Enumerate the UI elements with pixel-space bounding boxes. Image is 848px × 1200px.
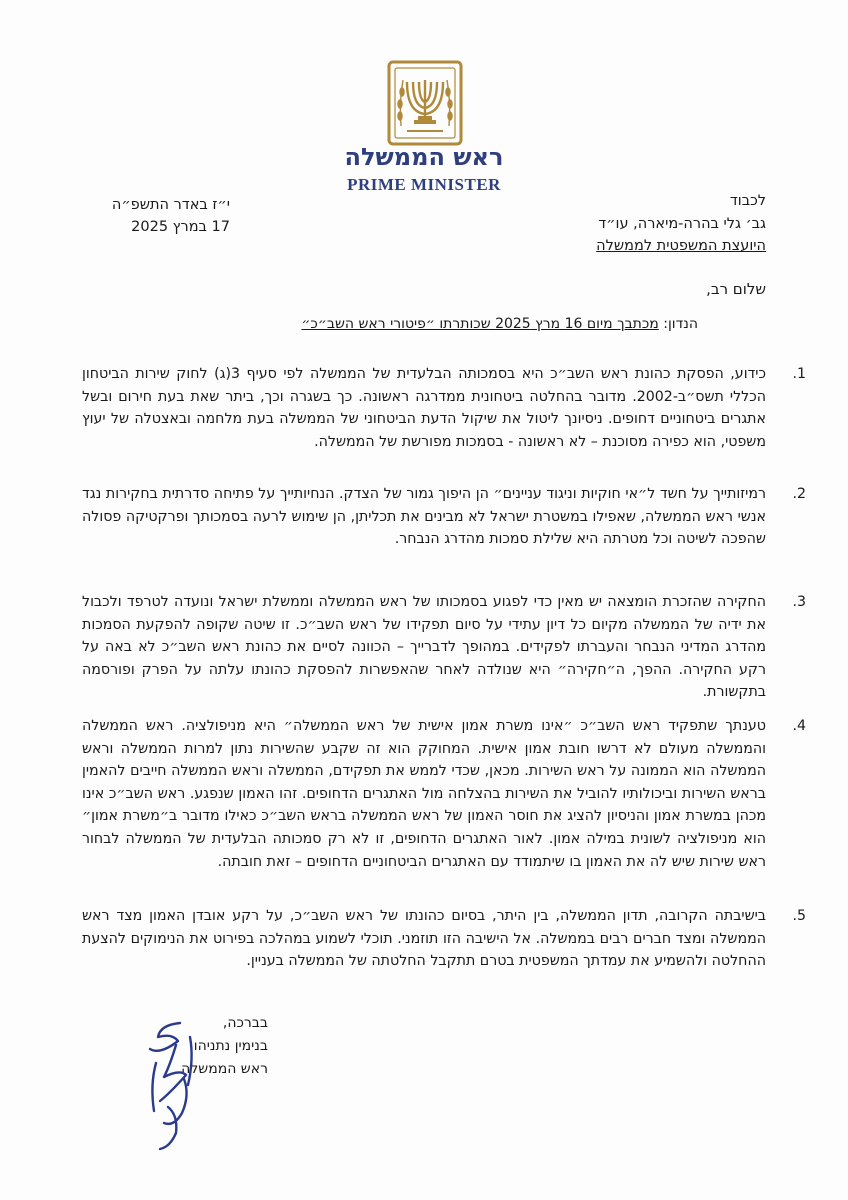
subject-line: [78, 316, 698, 332]
paragraph-number: 1.: [792, 366, 806, 382]
paragraph-text: טענתך שתפקיד ראש השב״כ ״אינו משרת אמון אישית של ראש הממשלה״ היא מניפולציה. ראש הממשלה והממשלה מעולם לא דרשו חובת אמון אישית. המחוקק הוא זה שקבע שהשירות נתון למרות הממשלה וראש הממשלה הוא הממונה על ראש השירות. מכאן, שכדי לממש את תפקידם, הממשלה וראש הממשלה חייבים להאמין בראש השירות וביכולותיו להוביל את השירות בהצלחה מול האתגרים הדחופים. זהו האמון שנפגע. ראש השב״כ אינו מכהן במשרת אמון והניסיון להציג את חוסר האמון של ראש הממשלה בראש השב״כ כאילו מדובר ב״משרת אמון״ הוא מניפולציה לשונית במילה אמון. לאור האתגרים הדחופים, זו לא רק סמכותה הבלעדית של הממשלה לבחור ראש שירות שיש לה את האמון בו שיתמודד עם האתגרים הביטחוניים הדחופים – זאת חובתה.: [82, 718, 766, 870]
handwritten-signature: [120, 1015, 220, 1155]
signatory-title: ראש הממשלה: [181, 1061, 268, 1077]
recipient-name: גב׳ גלי בהרה-מיארה, עו״ד: [598, 216, 766, 232]
recipient-salutation: לכבוד: [729, 193, 766, 209]
paragraph-5: [82, 905, 806, 973]
subject-text: מכתבך מיום 16 מרץ 2025 שכותרתו ״פיטורי ראש השב״כ״: [301, 316, 659, 332]
paragraph-text: החקירה שהזכרת הומצאה יש מאין כדי לפגוע בסמכותו של ראש הממשלה וממשלת ישראל ונועדה לטרפד ולכבול את ידיה של הממשלה מקיום כל דיון עתידי על סיום תפקידו של ראש השב״כ. זו שיטה שקופה להפקעת הסמכות מהדרג המדיני הנבחר והעברתו לפקידים. במהופך לדברייך – הכוונה לסיים את כהונת ראש השב״כ לא באה על רקע החקירה. ההפך, ה״חקירה״ היא שנולדה לאחר שהאפשרות להפסקת כהונתו עלתה על הפרק ופורסמה בתקשורת.: [82, 594, 766, 701]
paragraph-number: 5.: [792, 908, 806, 924]
gregorian-date: 17 במרץ 2025: [131, 219, 230, 235]
paragraph-2: [82, 483, 806, 551]
paragraph-4: [82, 715, 806, 873]
paragraph-text: בישיבתה הקרובה, תדון הממשלה, בין היתר, בסיום כהונתו של ראש השב״כ, על רקע אובדן האמון מצד ראש הממשלה ומצד חברים רבים בממשלה. אל הישיבה הזו תוזמני. תוכלי לשמוע במהלכה בפירוט את הנימוקים להצעת ההחלטה ולהשמיע את עמדתך המשפטית בטרם תתקבל החלטתה של הממשלה בעניין.: [82, 908, 766, 970]
closing-blessing: בברכה,: [222, 1015, 268, 1031]
subject-label: הנדון:: [663, 316, 698, 332]
state-emblem-menorah-icon: [387, 60, 463, 146]
paragraph-1: [82, 363, 806, 453]
paragraph-number: 3.: [792, 594, 806, 610]
office-title-english: PRIME MINISTER: [347, 175, 501, 194]
signatory-name: בנימין נתניהו: [193, 1038, 268, 1054]
recipient-title: היועצת המשפטית לממשלה: [596, 238, 766, 254]
hebrew-date: י״ז באדר התשפ״ה: [111, 197, 230, 213]
greeting: שלום רב,: [706, 280, 766, 298]
office-title-hebrew: ראש הממשלה: [344, 143, 504, 171]
paragraph-number: 4.: [792, 718, 806, 734]
paragraph-3: [82, 591, 806, 704]
paragraph-text: רמיזותייך על חשד ל״אי חוקיות וניגוד עניינים״ הן היפוך גמור של הצדק. הנחיותייך על פתיחה סדרתית בחקירות נגד אנשי ראש הממשלה, שאפילו במשטרת ישראל לא מבינים את תכליתן, הן שימוש לרעה בסמכותך ופרקטיקה פסולה שהפכה לשיטה וכל מטרתה היא שלילת סמכות מהדרג הנבחר.: [82, 486, 766, 548]
paragraph-number: 2.: [792, 486, 806, 502]
paragraph-text: כידוע, הפסקת כהונת ראש השב״כ היא בסמכותה הבלעדית של הממשלה לפי סעיף 3(ג) לחוק שירות הביטחון הכללי תשס״ב-2002. מדובר בהחלטה ביטחונית ממדרגה ראשונה. כך בשגרה וכך, ביתר שאת בעת חירום ובשל אתגרים ביטחוניים דחופים. ניסיונך ליטול את שיקול הדעת הביטחוני של הממשלה בעת מלחמה ובאצטלה של יעוץ משפטי, הוא כפירה מסוכנת – לא ראשונה - בסמכות מפורשת של הממשלה.: [82, 366, 766, 450]
